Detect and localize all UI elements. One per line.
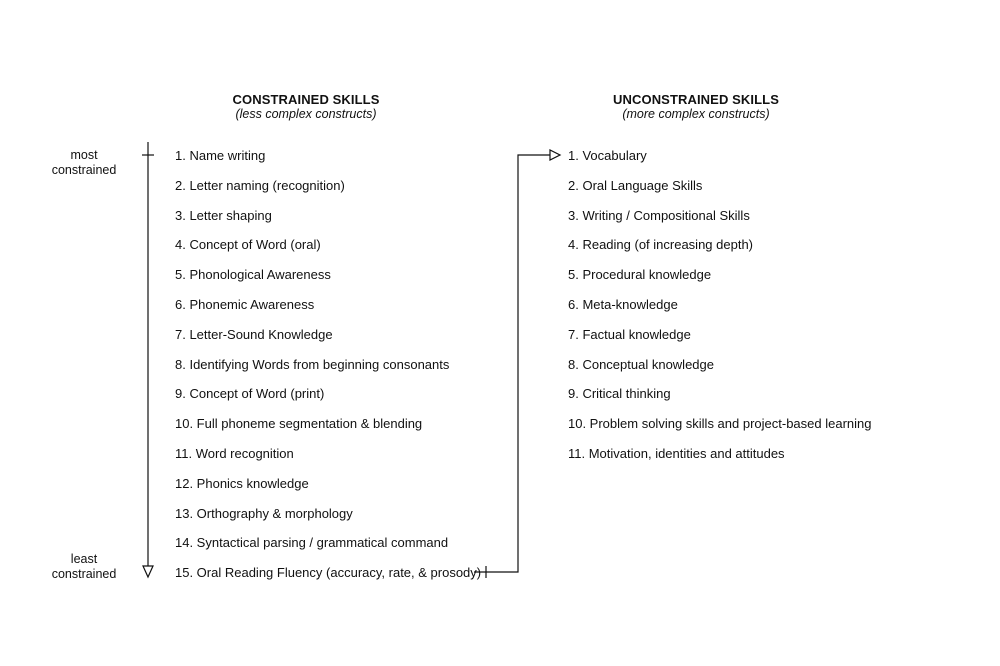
unconstrained-skill-item: 10. Problem solving skills and project-based learning [568, 416, 872, 432]
constrained-skill-item: 7. Letter-Sound Knowledge [175, 326, 333, 342]
constrained-skill-item: 3. Letter shaping [175, 207, 272, 223]
least-constrained-label-line2: constrained [51, 567, 117, 581]
unconstrained-skill-item: 7. Factual knowledge [568, 326, 691, 342]
constrained-skill-item: 6. Phonemic Awareness [175, 296, 315, 312]
constraint-axis-arrowhead-icon [143, 566, 153, 577]
constrained-skill-item: 14. Syntactical parsing / grammatical command [175, 535, 449, 551]
constrained-skills-title: CONSTRAINED SKILLS [232, 92, 380, 107]
unconstrained-skill-item: 4. Reading (of increasing depth) [568, 237, 754, 253]
constrained-skill-item: 1. Name writing [175, 148, 266, 163]
constrained-skill-item: 13. Orthography & morphology [175, 505, 353, 521]
unconstrained-skill-item: 2. Oral Language Skills [568, 177, 703, 193]
constrained-skill-item: 2. Letter naming (recognition) [175, 177, 345, 193]
unconstrained-skill-item: 1. Vocabulary [568, 148, 647, 163]
unconstrained-skill-item: 9. Critical thinking [568, 386, 671, 402]
unconstrained-skill-item: 3. Writing / Compositional Skills [568, 207, 750, 223]
unconstrained-skills-subtitle: (more complex constructs) [622, 107, 770, 121]
constrained-skill-item: 5. Phonological Awareness [175, 267, 331, 283]
unconstrained-skills-title: UNCONSTRAINED SKILLS [613, 92, 779, 107]
unconstrained-skill-item: 11. Motivation, identities and attitudes [568, 445, 785, 461]
constrained-skill-item: 4. Concept of Word (oral) [175, 237, 321, 253]
unconstrained-skill-item: 8. Conceptual knowledge [568, 356, 714, 372]
constrained-skill-item: 9. Concept of Word (print) [175, 386, 325, 402]
constrained-skill-item: 11. Word recognition [175, 445, 294, 461]
unconstrained-skill-item: 6. Meta-knowledge [568, 296, 678, 312]
constrained-skill-item: 15. Oral Reading Fluency (accuracy, rate, & prosody) [175, 565, 482, 581]
most-constrained-label-line1: most [70, 148, 98, 162]
connector-arrowhead-icon [550, 150, 560, 160]
constrained-skills-subtitle: (less complex constructs) [235, 107, 377, 121]
most-constrained-label-line2: constrained [51, 163, 117, 177]
least-constrained-label-line1: least [70, 552, 98, 566]
constrained-skill-item: 12. Phonics knowledge [175, 475, 309, 491]
constrained-skill-item: 10. Full phoneme segmentation & blending [175, 416, 423, 432]
constrained-skill-item: 8. Identifying Words from beginning consonants [175, 356, 450, 372]
constrained-to-unconstrained-connector [474, 155, 550, 572]
unconstrained-skill-item: 5. Procedural knowledge [568, 267, 712, 283]
